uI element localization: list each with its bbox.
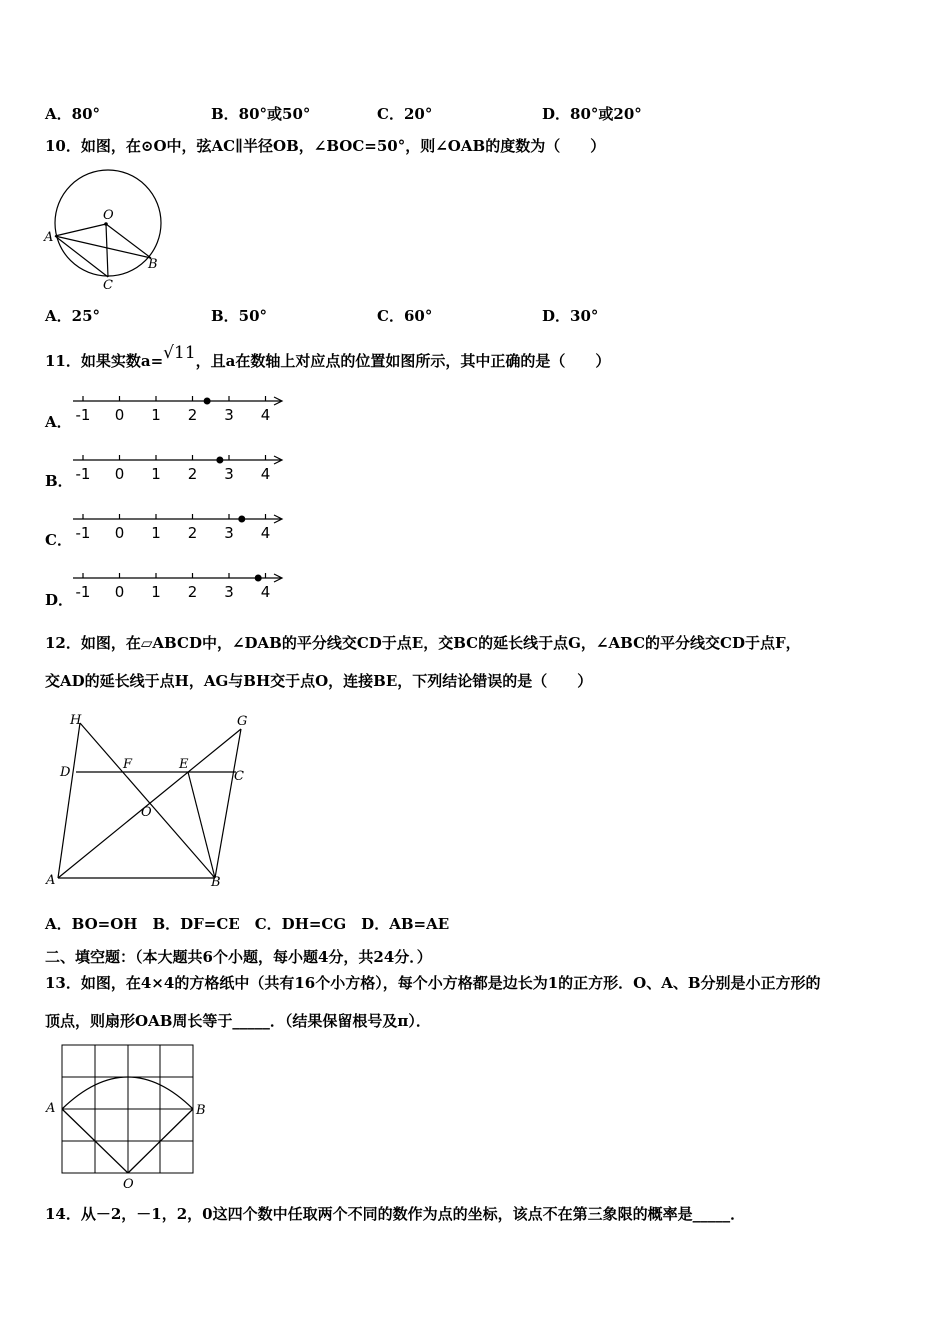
- radius-oa: [55, 224, 106, 236]
- label-h: H: [70, 713, 82, 728]
- axis-tick-label: 4: [260, 465, 271, 483]
- axis-tick-label: 1: [151, 524, 161, 542]
- q13-grid-figure: [40, 1040, 215, 1192]
- axis-tick-label: -1: [75, 406, 91, 424]
- label-g: G: [237, 714, 248, 729]
- axis-tick-label: 2: [187, 524, 198, 542]
- label-a: A: [46, 1101, 56, 1116]
- q10-option-a: A．25°: [45, 307, 101, 325]
- label-o: O: [103, 208, 114, 223]
- label-f: F: [123, 757, 133, 772]
- axis-tick-label: -1: [75, 465, 91, 483]
- q10-option-c: C．60°: [377, 307, 433, 325]
- q11-text-after: ，且a在数轴上对应点的位置如图所示，其中正确的是（ ）: [195, 352, 611, 370]
- q11-option-c: C．: [45, 531, 72, 549]
- axis-tick-label: 1: [151, 406, 161, 424]
- number-line-d: [73, 570, 288, 602]
- circle-o: [55, 170, 161, 276]
- axis-tick-label: 3: [224, 465, 234, 483]
- label-d: D: [60, 765, 71, 780]
- axis-tick-label: 1: [151, 465, 161, 483]
- q11-question: [45, 343, 611, 370]
- point-a: [204, 398, 211, 405]
- radius-oc: [106, 224, 108, 277]
- label-a: A: [44, 230, 54, 245]
- q11-option-b: B．: [45, 472, 73, 490]
- axis-tick-label: 3: [224, 583, 234, 601]
- axis-tick-label: -1: [75, 583, 91, 601]
- section2-title: 二、填空题：（本大题共6个小题，每小题4分，共24分．）: [45, 948, 432, 966]
- q10-question: 10．如图，在⊙O中，弦AC∥半径OB，∠BOC=50°，则∠OAB的度数为（ ）: [45, 137, 606, 155]
- q9-option-d: D．80°或20°: [542, 105, 642, 123]
- q12-parallelogram-figure: [40, 708, 265, 893]
- axis-tick-label: 0: [114, 465, 125, 483]
- q11-text-before: 11．如果实数a=: [45, 352, 164, 370]
- label-c: C: [103, 278, 113, 293]
- q11-radical: √11: [163, 343, 196, 363]
- axis-tick-label: 2: [187, 406, 198, 424]
- axis-tick-label: -1: [75, 524, 91, 542]
- q14-question: 14．从－2，－1，2，0这四个数中任取两个不同的数作为点的坐标，该点不在第三象限的概率是_____．: [45, 1205, 746, 1223]
- axis-tick-label: 1: [151, 583, 161, 601]
- label-b: B: [211, 875, 221, 890]
- label-c: C: [234, 769, 244, 784]
- number-line-c: [73, 511, 288, 543]
- axis-tick-label: 4: [260, 406, 271, 424]
- axis-tick-label: 0: [114, 583, 125, 601]
- label-a: A: [46, 873, 56, 888]
- q11-option-d: D．: [45, 591, 74, 609]
- q12-question-line2: 交AD的延长线于点H，AG与BH交于点O，连接BE，下列结论错误的是（ ）: [45, 672, 593, 690]
- axis-tick-label: 0: [114, 524, 125, 542]
- q9-option-b: B．80°或50°: [211, 105, 311, 123]
- point-a: [238, 516, 245, 523]
- q9-option-c: C．20°: [377, 105, 433, 123]
- label-b: B: [196, 1103, 206, 1118]
- axis-tick-label: 0: [114, 406, 125, 424]
- q11-option-a: A．: [45, 413, 72, 431]
- q10-option-d: D．30°: [542, 307, 599, 325]
- q12-question-line1: 12．如图，在▱ABCD中，∠DAB的平分线交CD于点E，交BC的延长线于点G，∠ABC的平分线交CD于点F，: [45, 634, 801, 652]
- q12-options: A．BO=OH B．DF=CE C．DH=CG D．AB=AE: [45, 915, 450, 933]
- axis-tick-label: 4: [260, 583, 271, 601]
- number-line-a: [73, 393, 288, 425]
- number-line-b: [73, 452, 288, 484]
- axis-tick-label: 3: [224, 524, 234, 542]
- label-o: O: [123, 1177, 134, 1192]
- label-b: B: [148, 257, 158, 272]
- q10-circle-figure: [40, 166, 170, 291]
- point-a: [216, 457, 223, 464]
- q10-option-b: B．50°: [211, 307, 268, 325]
- axis-tick-label: 3: [224, 406, 234, 424]
- point-a: [255, 575, 262, 582]
- q9-option-a: A．80°: [45, 105, 101, 123]
- label-e: E: [179, 757, 189, 772]
- axis-tick-label: 4: [260, 524, 271, 542]
- axis-tick-label: 2: [187, 583, 198, 601]
- axis-tick-label: 2: [187, 465, 198, 483]
- q13-question-line1: 13．如图，在4×4的方格纸中（共有16个小方格），每个小方格都是边长为1的正方形．O、A、B分别是小正方形的: [45, 974, 821, 992]
- label-o: O: [141, 805, 152, 820]
- q13-question-line2: 顶点，则扇形OAB周长等于_____．（结果保留根号及π）．: [45, 1012, 431, 1030]
